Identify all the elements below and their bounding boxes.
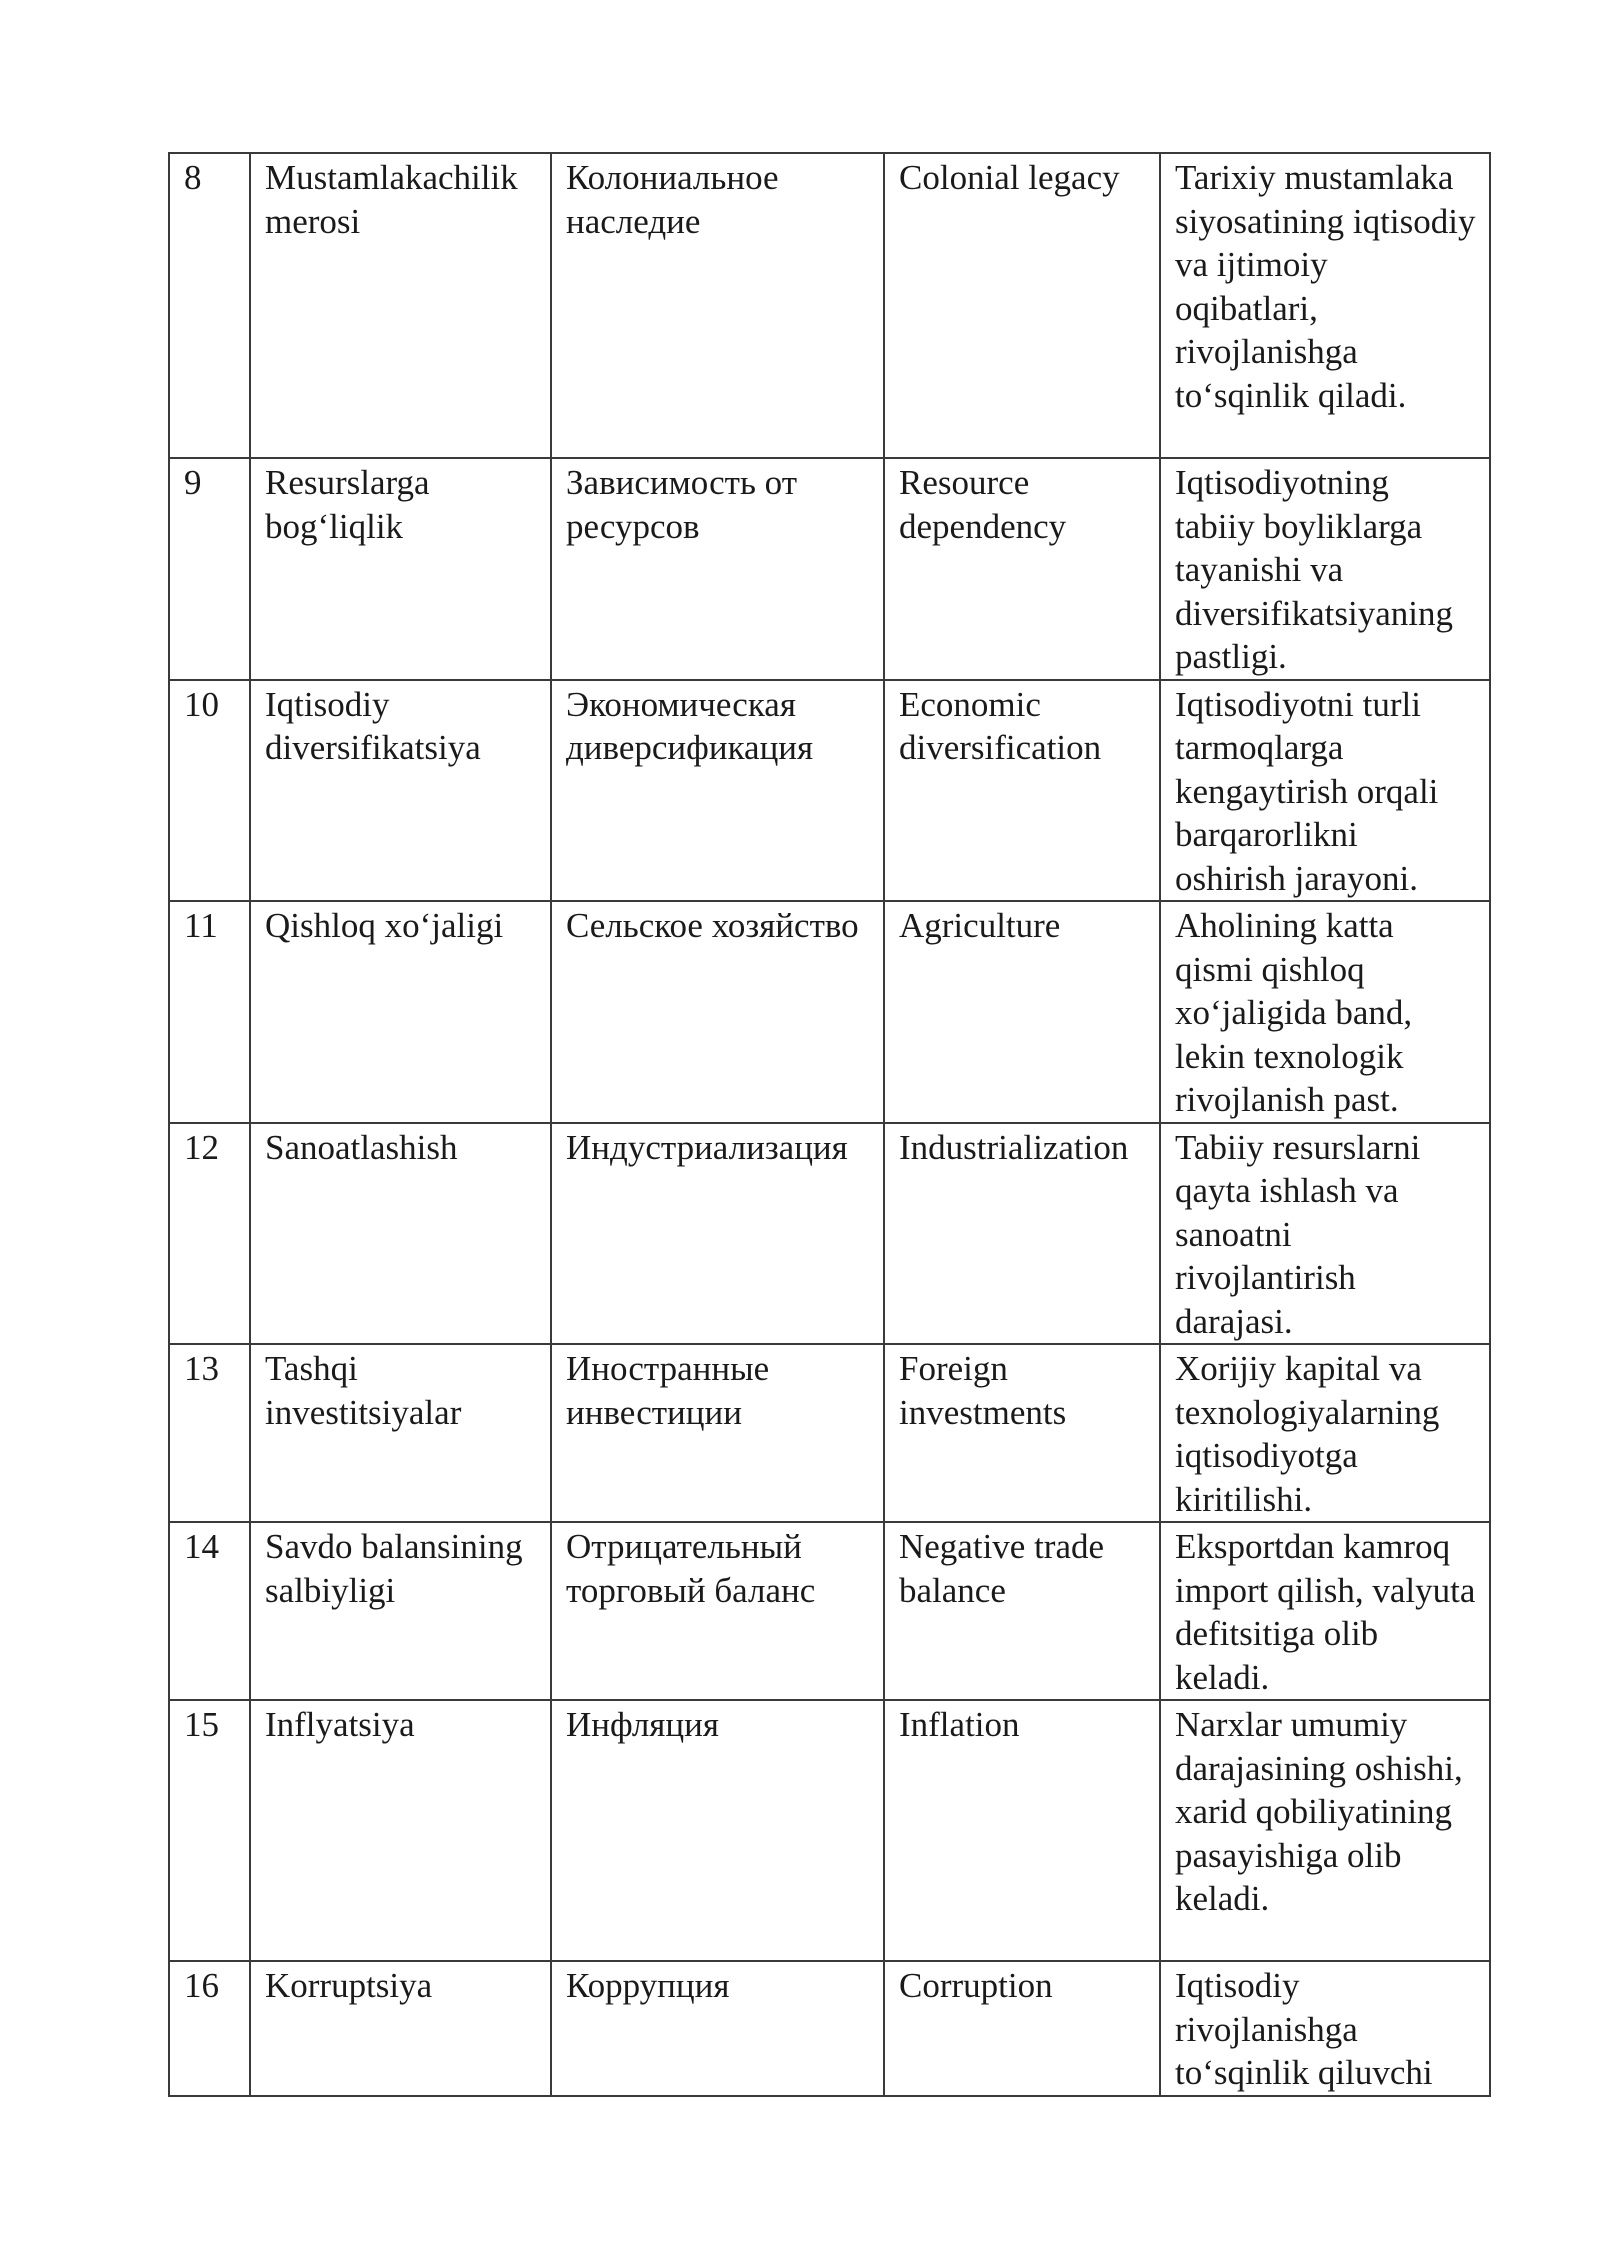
table-row: [169, 458, 1490, 680]
term-english: Corruption: [884, 1961, 1160, 2096]
row-number: 10: [169, 680, 250, 902]
term-russian: Экономическая диверсификация: [551, 680, 884, 902]
term-english: Foreign investments: [884, 1344, 1160, 1522]
term-russian: Коррупция: [551, 1961, 884, 2096]
row-number: 15: [169, 1700, 250, 1961]
term-russian: Индустриализация: [551, 1123, 884, 1345]
term-english: Inflation: [884, 1700, 1160, 1961]
term-uzbek: Qishloq xo‘jaligi: [250, 901, 551, 1123]
table-row: [169, 1344, 1490, 1522]
term-definition: Aholining katta qismi qishloq xo‘jaligida band, lekin texnologik rivojlanish past.: [1160, 901, 1490, 1123]
term-uzbek: Korruptsiya: [250, 1961, 551, 2096]
table-row: [169, 1123, 1490, 1345]
term-definition: Xorijiy kapital va texnologiyalarning iqtisodiyotga kiritilishi.: [1160, 1344, 1490, 1522]
row-number: 9: [169, 458, 250, 680]
term-russian: Иностранные инвестиции: [551, 1344, 884, 1522]
term-english: Economic diversification: [884, 680, 1160, 902]
row-number: 11: [169, 901, 250, 1123]
term-uzbek: Mustamlakachilik merosi: [250, 153, 551, 458]
term-definition: Iqtisodiyotni turli tarmoqlarga kengaytirish orqali barqarorlikni oshirish jarayoni.: [1160, 680, 1490, 902]
table-row: [169, 680, 1490, 902]
term-uzbek: Iqtisodiy diversifikatsiya: [250, 680, 551, 902]
glossary-table: [168, 152, 1491, 2097]
term-english: Resource dependency: [884, 458, 1160, 680]
term-definition: Iqtisodiy rivojlanishga to‘sqinlik qiluvchi: [1160, 1961, 1490, 2096]
term-uzbek: Savdo balansining salbiyligi: [250, 1522, 551, 1700]
term-definition: Tarixiy mustamlaka siyosatining iqtisodiy va ijtimoiy oqibatlari, rivojlanishga to‘sqinlik qiladi.: [1160, 153, 1490, 458]
term-english: Agriculture: [884, 901, 1160, 1123]
term-definition: Iqtisodiyotning tabiiy boyliklarga tayanishi va diversifikatsiyaning pastligi.: [1160, 458, 1490, 680]
term-definition: Eksportdan kamroq import qilish, valyuta defitsitiga olib keladi.: [1160, 1522, 1490, 1700]
term-uzbek: Sanoatlashish: [250, 1123, 551, 1345]
row-number: 14: [169, 1522, 250, 1700]
term-russian: Отрицательный торговый баланс: [551, 1522, 884, 1700]
term-definition: Narxlar umumiy darajasining oshishi, xarid qobiliyatining pasayishiga olib keladi.: [1160, 1700, 1490, 1961]
row-number: 16: [169, 1961, 250, 2096]
table-row: [169, 153, 1490, 458]
table-row: [169, 1522, 1490, 1700]
term-russian: Зависимость от ресурсов: [551, 458, 884, 680]
term-russian: Сельское хозяйство: [551, 901, 884, 1123]
table-row: [169, 1700, 1490, 1961]
term-english: Colonial legacy: [884, 153, 1160, 458]
term-russian: Колониальное наследие: [551, 153, 884, 458]
term-uzbek: Inflyatsiya: [250, 1700, 551, 1961]
table-row: [169, 901, 1490, 1123]
term-uzbek: Tashqi investitsiyalar: [250, 1344, 551, 1522]
term-uzbek: Resurslarga bog‘liqlik: [250, 458, 551, 680]
term-definition: Tabiiy resurslarni qayta ishlash va sanoatni rivojlantirish darajasi.: [1160, 1123, 1490, 1345]
row-number: 12: [169, 1123, 250, 1345]
term-english: Industrialization: [884, 1123, 1160, 1345]
row-number: 8: [169, 153, 250, 458]
table-row: [169, 1961, 1490, 2096]
row-number: 13: [169, 1344, 250, 1522]
term-russian: Инфляция: [551, 1700, 884, 1961]
term-english: Negative trade balance: [884, 1522, 1160, 1700]
